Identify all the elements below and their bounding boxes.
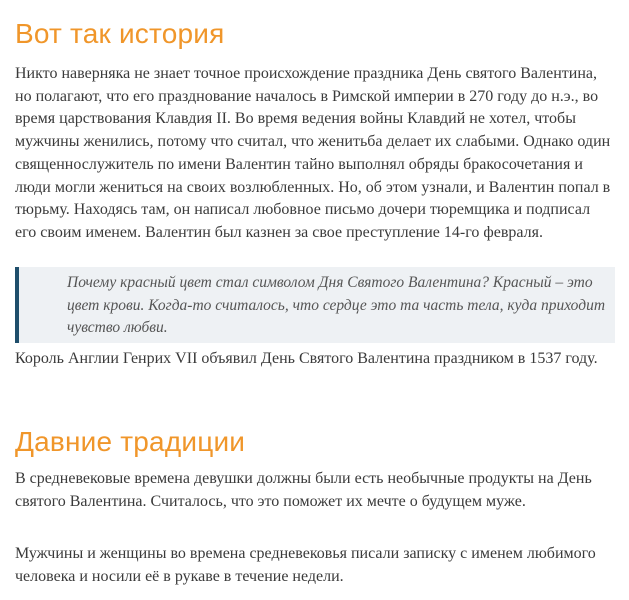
history-paragraph: Никто наверняка не знает точное происхождение праздника День святого Валентина, но полагают, что его празднование началось в Римской империи в 270 году до н.э., во время царствования Клавдия II. Во время ведения войны Клавдий не хотел, чтобы мужчины женились, потому что считал, что женитьба делает их слабыми. Однако один священнослужитель по имени Валентин тайно выполнял обряды бракосочетания и люди могли жениться на своих возлюбленных. Но, об этом узнали, и Валентин попал в тюрьму. Находясь там, он написал любовное письмо дочери тюремщика и подписал его своим именем. Валентин был казнен за свое преступление 14-го февраля.	[15, 65, 611, 241]
blockquote	[15, 267, 615, 343]
traditions-paragraph-2: Мужчины и женщины во времена средневековья писали записку с именем любимого человека и носили её в рукаве в течение недели.	[15, 545, 596, 585]
henry-paragraph: Король Англии Генрих VII объявил День Святого Валентина праздником в 1537 году.	[15, 350, 598, 367]
traditions-paragraph-1: В средневековые времена девушки должны были есть необычные продукты на День святого Валентина. Считалось, что это поможет их мечте о будущем муже.	[15, 470, 592, 510]
section-heading-traditions: Давние традиции	[15, 426, 246, 457]
blockquote-text: Почему красный цвет стал символом Дня Святого Валентина? Красный – это цвет крови. Когда-то считалось, что сердце это та часть тела, куда приходит чувство любви.	[67, 274, 606, 336]
section-heading-history: Вот так история	[15, 18, 225, 49]
